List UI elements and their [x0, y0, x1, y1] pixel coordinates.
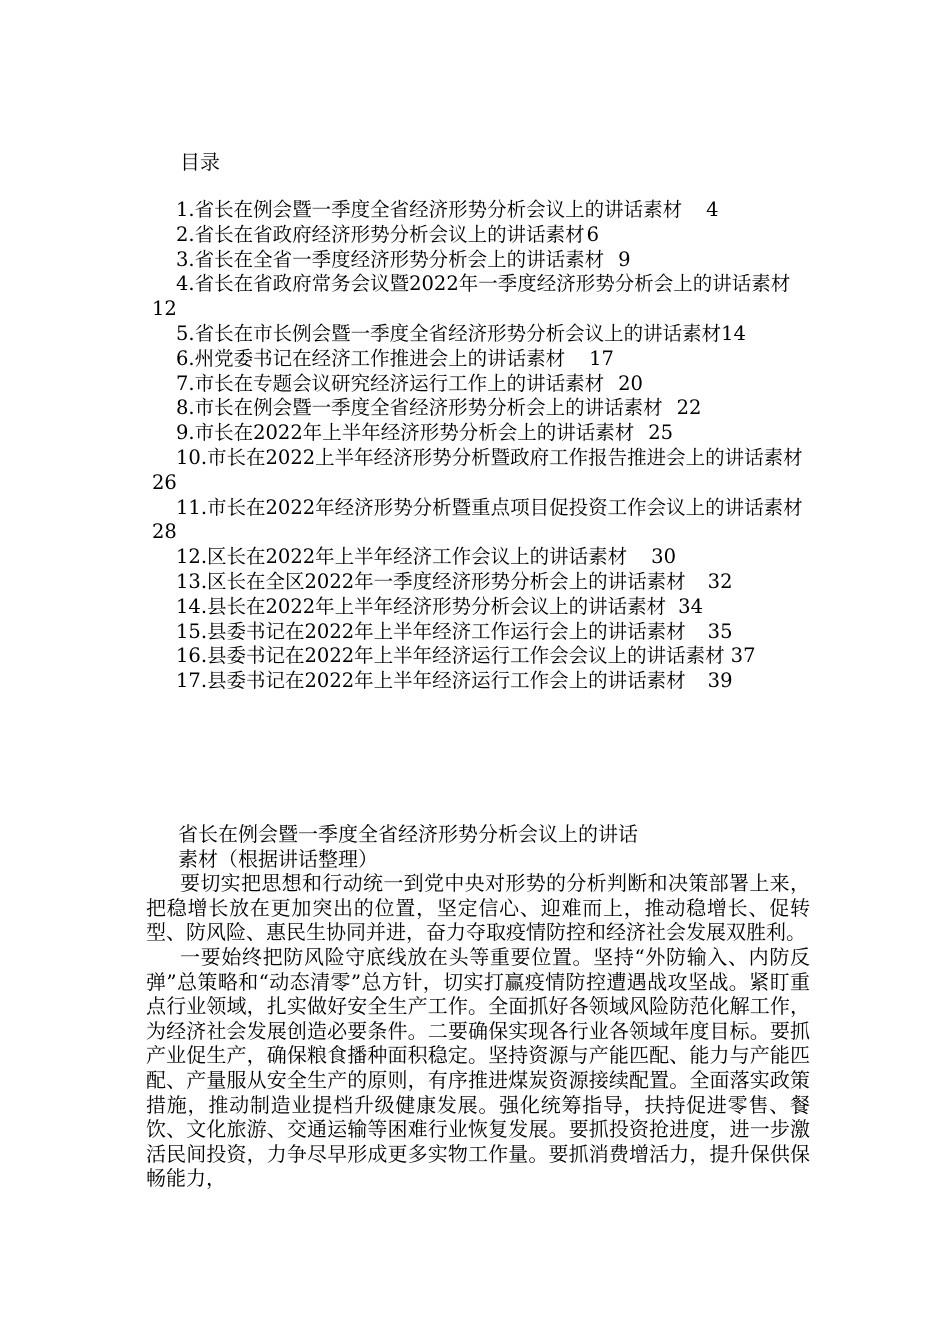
toc-entry-title: 县委书记在2022年上半年经济工作运行会上的讲话素材	[207, 619, 686, 643]
toc-entry[interactable]	[146, 620, 810, 645]
toc-entry-number: 9.	[176, 421, 195, 445]
body-paragraph: 要切实把思想和行动统一到党中央对形势的分析判断和决策部署上来，把稳增长放在更加突出的位置，坚定信心、迎难而上，推动稳增长、促转型、防风险、惠民生协同并进，奋力夺取疫情防控和经济社会发展双胜利。	[146, 871, 810, 945]
toc-entry[interactable]	[146, 396, 810, 421]
toc-entry-page: 32	[707, 569, 733, 593]
toc-entry-page: 35	[707, 619, 733, 643]
toc-entry-page: 28	[152, 520, 177, 544]
toc-entry-page: 25	[648, 421, 674, 445]
toc-entry-page: 39	[707, 669, 733, 693]
toc-entry-number: 11.	[176, 495, 208, 519]
toc-title: 目录	[180, 150, 220, 174]
toc-entry-number: 13.	[176, 569, 208, 593]
toc-entry-title: 县委书记在2022年上半年经济运行工作会上的讲话素材	[207, 669, 686, 693]
toc-entry-title: 市长在2022年经济形势分析暨重点项目促投资工作会议上的讲话素材	[207, 495, 803, 519]
toc-entry-title: 县委书记在2022年上半年经济运行工作会会议上的讲话素材	[207, 644, 725, 668]
document-body	[146, 822, 810, 1191]
toc-entry-page: 12	[152, 297, 177, 321]
document-title-line-1: 省长在例会暨一季度全省经济形势分析会议上的讲话	[178, 822, 638, 846]
toc-entry-number: 12.	[176, 545, 208, 569]
toc-entry-number: 3.	[176, 247, 195, 271]
toc-entry-number: 2.	[176, 222, 195, 246]
toc-entry[interactable]	[146, 223, 810, 248]
toc-entry-page: 9	[618, 247, 631, 271]
toc-entry[interactable]	[146, 595, 810, 620]
toc-entry-title: 市长在例会暨一季度全省经济形势分析会上的讲话素材	[194, 396, 663, 420]
toc-entry-title: 州党委书记在经济工作推进会上的讲话素材	[194, 346, 566, 370]
toc-entry[interactable]	[146, 421, 810, 446]
toc-entry-title: 市长在专题会议研究经济运行工作上的讲话素材	[194, 371, 605, 395]
toc-entry[interactable]	[146, 496, 810, 546]
toc-entry[interactable]	[146, 322, 810, 347]
toc-entry-number: 15.	[176, 619, 208, 643]
toc-entry-page: 14	[721, 321, 746, 345]
toc-entry-number: 17.	[176, 669, 208, 693]
toc-entry-page: 37	[730, 644, 756, 668]
toc-entry[interactable]	[146, 198, 810, 223]
toc-entry-page: 22	[676, 396, 702, 420]
toc-entry-number: 6.	[176, 346, 195, 370]
toc-entry[interactable]	[146, 372, 810, 397]
toc-entry-number: 4.	[176, 272, 195, 296]
toc-entry-page: 20	[618, 371, 643, 395]
toc-entry-title: 区长在全区2022年一季度经济形势分析会上的讲话素材	[207, 569, 686, 593]
toc-entry-page: 17	[589, 346, 614, 370]
document-title-line-2: 素材（根据讲话整理）	[178, 846, 378, 871]
toc-entry-number: 16.	[176, 644, 208, 668]
toc-entry-page: 6	[586, 222, 600, 246]
toc-entry-page: 26	[152, 470, 177, 494]
toc-entry-number: 7.	[176, 371, 195, 395]
toc-entry-number: 14.	[176, 594, 208, 618]
toc-entry[interactable]	[146, 272, 810, 322]
toc-entry[interactable]	[146, 248, 810, 273]
toc-entry-title: 市长在2022上半年经济形势分析暨政府工作报告推进会上的讲话素材	[207, 445, 803, 469]
toc-entry-number: 5.	[176, 321, 195, 345]
toc-entry-page: 4	[706, 198, 719, 221]
toc-entry[interactable]	[146, 347, 810, 372]
toc-entry[interactable]	[146, 669, 810, 694]
toc-entry[interactable]	[146, 545, 810, 570]
toc-entry-number: 1.	[176, 198, 195, 221]
toc-entry-title: 市长在2022年上半年经济形势分析会上的讲话素材	[194, 421, 635, 445]
toc-entry-title: 省长在全省一季度经济形势分析会上的讲话素材	[194, 247, 605, 271]
toc-entry-title: 省长在市长例会暨一季度全省经济形势分析会议上的讲话素材	[194, 321, 722, 345]
toc-entry-number: 10.	[176, 445, 208, 469]
toc-entry[interactable]	[146, 570, 810, 595]
toc-entry-title: 县长在2022年上半年经济形势分析会议上的讲话素材	[207, 594, 667, 618]
body-paragraph: 一要始终把防风险守底线放在头等重要位置。坚持“外防输入、内防反弹”总策略和“动态清零”总方针，切实打赢疫情防控遭遇战攻坚战。紧盯重点行业领域，扎实做好安全生产工作。全面抓好各领域风险防范化解工作，为经济社会发展创造必要条件。二要确保实现各行业各领域年度目标。要抓产业促生产，确保粮食播种面积稳定。坚持资源与产能匹配、能力与产能匹配、产量服从安全生产的原则，有序推进煤炭资源接续配置。全面落实政策措施，推动制造业提档升级健康发展。强化统筹指导，扶持促进零售、餐饮、文化旅游、交通运输等困难行业恢复发展。要抓投资抢进度，进一步激活民间投资，力争尽早形成更多实物工作量。要抓消费增活力，提升保供保畅能力，	[146, 944, 810, 1191]
table-of-contents	[146, 198, 810, 694]
toc-entry[interactable]	[146, 644, 810, 669]
toc-entry-title: 省长在省政府经济形势分析会议上的讲话素材	[194, 222, 585, 246]
toc-entry-title: 省长在省政府常务会议暨2022年一季度经济形势分析会上的讲话素材	[194, 272, 791, 296]
toc-entry-title: 省长在例会暨一季度全省经济形势分析会议上的讲话素材	[194, 198, 683, 221]
toc-entry-title: 区长在2022年上半年经济工作会议上的讲话素材	[207, 545, 628, 569]
toc-entry-number: 8.	[176, 396, 195, 420]
toc-entry[interactable]	[146, 446, 810, 496]
toc-entry-page: 34	[678, 594, 703, 618]
toc-entry-page: 30	[651, 545, 676, 569]
